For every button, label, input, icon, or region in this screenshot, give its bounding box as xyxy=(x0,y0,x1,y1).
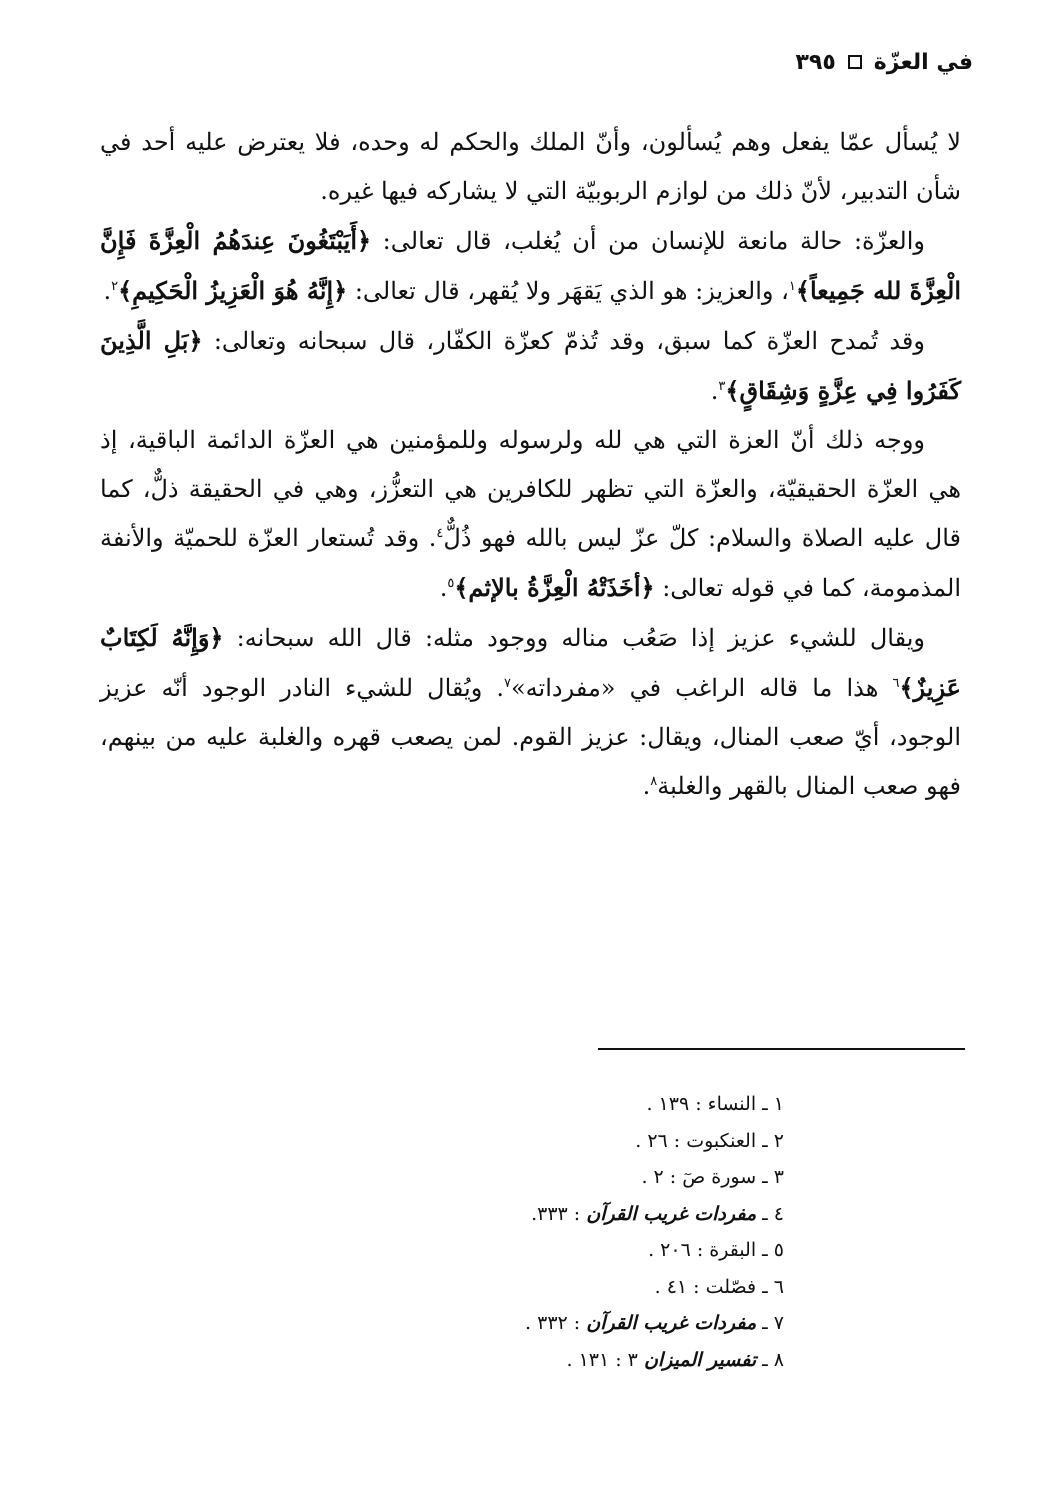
footnote-item: ٧ ـ مفردات غريب القرآن : ٣٣٢ . xyxy=(525,1312,784,1334)
footnote-marker: ٤ xyxy=(436,526,444,541)
footnote-source-title: تفسير الميزان xyxy=(643,1348,757,1371)
footnote-marker: ٧ xyxy=(504,676,511,691)
footnote-item: ٨ ـ تفسير الميزان ٣ : ١٣١ . xyxy=(566,1348,784,1371)
text-run: وقد تُمدح العزّة كما سبق، وقد تُذمّ كعزّة الكفّار، قال سبحانه وتعالى: xyxy=(202,327,925,355)
text-run: . ويُقال للشيء النادر الوجود أنّه عزيز الوجود، أيّ صعب المنال، ويقال: عزيز القوم. لمن يصعب قهره والغلبة عليه من بينهم، فهو صعب المنال بالقهر والغلبة xyxy=(100,674,961,800)
footnote-number: ١ xyxy=(773,1093,784,1115)
footnote-number: ٤ xyxy=(773,1202,784,1225)
footnote-reference: فصّلت : ٤١ . xyxy=(654,1275,757,1298)
footnote-number: ٣ xyxy=(773,1166,784,1188)
paragraph xyxy=(100,316,961,416)
footnote-item: ٣ ـ سورة صٓ : ٢ . xyxy=(641,1166,784,1188)
text-run: ويقال للشيء عزيز إذا صَعُب مناله ووجود مثله: قال الله سبحانه: xyxy=(223,624,926,652)
paragraph xyxy=(100,118,961,216)
text-run: هذا ما قاله الراغب في «مفرداته» xyxy=(510,674,893,702)
footnote-source-title: مفردات غريب القرآن xyxy=(586,1202,757,1225)
footnote-reference: النساء : ١٣٩ . xyxy=(646,1093,757,1115)
footnote-reference: : ٣٣٣. xyxy=(531,1202,587,1225)
footnote-source-title: مفردات غريب القرآن xyxy=(586,1312,757,1334)
footnotes-list xyxy=(364,1086,784,1378)
quran-verse: ﴿بَلِ الَّذِينَ كَفَرُوا فِي عِزَّةٍ وَشِقَاقٍ﴾ xyxy=(100,326,961,405)
footnote-divider xyxy=(598,1048,965,1050)
footnote-number: ٧ xyxy=(773,1312,784,1334)
footnote-reference: العنكبوت : ٢٦ . xyxy=(635,1129,757,1152)
text-run: ، والعزيز: هو الذي يَقهَر ولا يُقهر، قال تعالى: xyxy=(347,277,789,305)
paragraph xyxy=(100,416,961,613)
footnote-marker: ٣ xyxy=(718,379,726,394)
footnote-marker: ٨ xyxy=(650,774,658,789)
footnote-reference: سورة صٓ : ٢ . xyxy=(641,1166,757,1188)
text-run: . xyxy=(439,574,448,602)
text-run: . xyxy=(710,377,719,405)
square-separator-icon xyxy=(848,55,862,69)
text-run: لا يُسأل عمّا يفعل وهم يُسألون، وأنّ الملك والحكم له وحده، فلا يعترض عليه أحد في شأن التدبير، لأنّ ذلك من لوازم الربوبيّة التي لا يشاركه فيها غيره. xyxy=(100,128,961,205)
quran-verse: ﴿أخَذَتْهُ الْعِزَّةُ بالإثم﴾ xyxy=(454,573,655,602)
footnote-marker: ٦ xyxy=(892,676,900,691)
footnote-number: ٦ xyxy=(773,1275,784,1298)
text-run: . xyxy=(642,772,651,800)
footnote-number: ٢ xyxy=(773,1129,784,1152)
footnote-item: ٥ ـ البقرة : ٢٠٦ . xyxy=(648,1239,784,1261)
running-title: في العزّة xyxy=(873,49,973,75)
footnote-number: ٥ xyxy=(773,1239,784,1261)
footnote-reference: البقرة : ٢٠٦ . xyxy=(648,1239,757,1261)
text-run: والعزّة: حالة مانعة للإنسان من أن يُغلب، قال تعالى: xyxy=(371,227,925,255)
quran-verse: ﴿أَيَبْتَغُونَ عِندَهُمُ الْعِزَّةَ فَإِنَّ الْعِزَّةَ لله جَمِيعاً﴾ xyxy=(100,226,961,305)
paragraph xyxy=(100,613,961,811)
footnote-item: ١ ـ النساء : ١٣٩ . xyxy=(646,1093,784,1115)
footnote-number: ٨ xyxy=(773,1348,784,1371)
quran-verse: ﴿وَإِنَّهُ لَكِتَابٌ عَزِيزٌ﴾ xyxy=(100,623,961,702)
footnote-marker: ٢ xyxy=(111,279,119,294)
quran-verse: ﴿إِنَّهُ هُوَ الْعَزِيزُ الْحَكِيمِ﴾ xyxy=(118,276,348,305)
footnote-item: ٦ ـ فصّلت : ٤١ . xyxy=(654,1275,784,1298)
page-number: ٣٩٥ xyxy=(795,49,836,75)
paragraph xyxy=(100,216,961,316)
text-run: ووجه ذلك أنّ العزة التي هي لله ولرسوله وللمؤمنين هي العزّة الدائمة الباقية، إذ هي العزّة الحقيقيّة، والعزّة التي تظهر للكافرين هي التعزُّز، وهي في الحقيقة ذلٌّ، كما قال عليه الصلاة والسلام: كلّ عزّ ليس بالله فهو ذُلٌّ xyxy=(100,426,961,552)
footnote-item: ٤ ـ مفردات غريب القرآن : ٣٣٣. xyxy=(531,1202,784,1225)
footnote-marker: ١ xyxy=(788,279,796,294)
text-run: . xyxy=(103,277,112,305)
text-run: . وقد تُستعار العزّة للحميّة والأنفة المذمومة، كما في قوله تعالى: xyxy=(100,524,961,602)
main-text xyxy=(100,118,961,811)
footnote-reference: : ٣٣٢ . xyxy=(525,1312,587,1334)
footnote-item: ٢ ـ العنكبوت : ٢٦ . xyxy=(635,1129,784,1152)
page-header xyxy=(88,42,973,82)
footnote-marker: ٥ xyxy=(447,576,455,591)
footnote-reference: ٣ : ١٣١ . xyxy=(566,1348,644,1371)
